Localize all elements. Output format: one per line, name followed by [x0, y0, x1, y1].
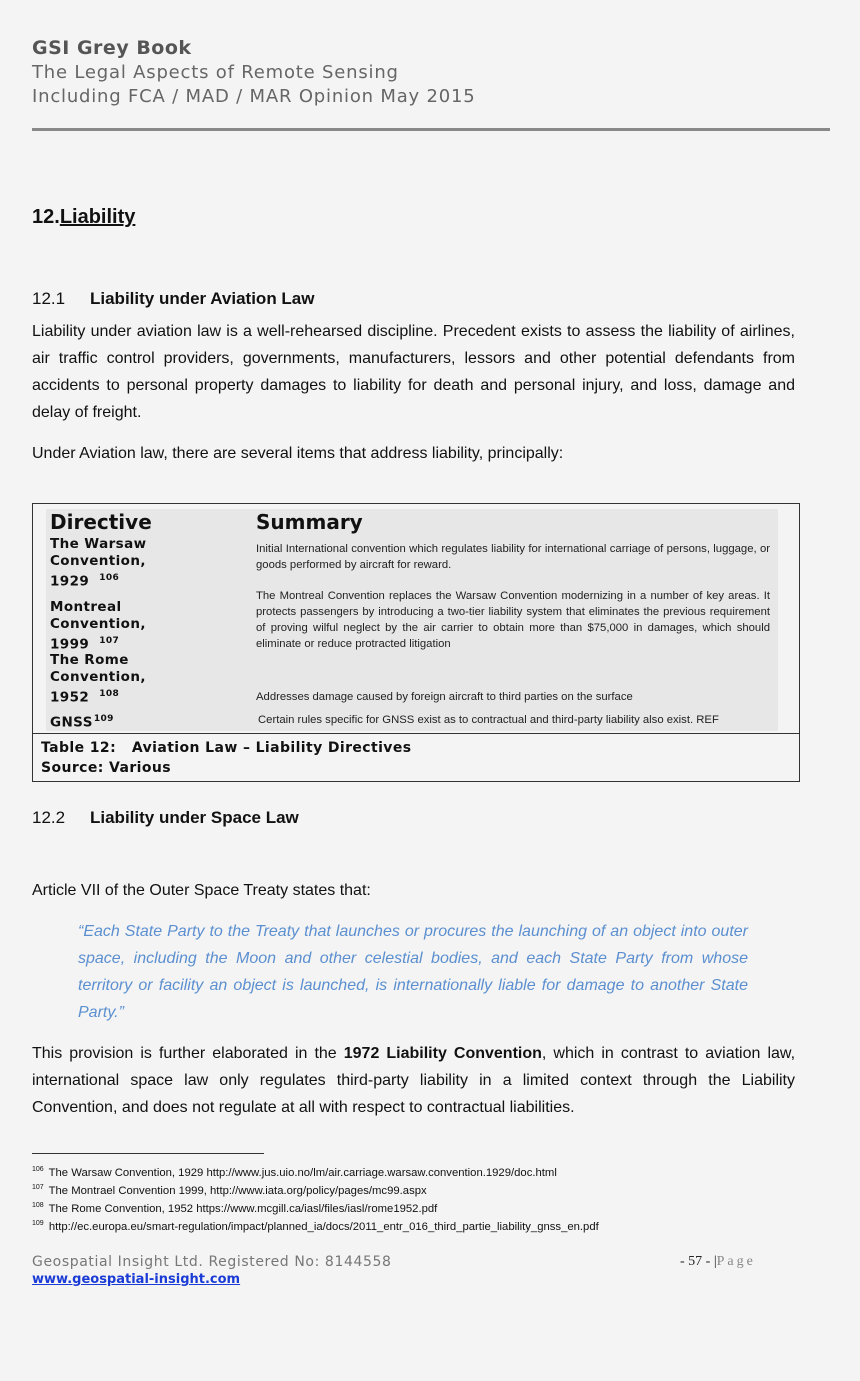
table-caption-label: Table 12:	[41, 740, 117, 756]
footnote-item: $^{107}$ The Montrael Convention 1999, http://www.iata.org/policy/pages/mc99.aspx	[32, 1184, 427, 1197]
footnote-ref: 108	[99, 689, 120, 699]
footnote-item: $^{109}$ http://ec.europa.eu/smart-regulation/impact/planned_ia/docs/2011_entr_016_third_partie_liability_gnss_en.pdf	[32, 1220, 599, 1233]
section-title: Liability under Aviation Law	[90, 289, 315, 308]
document-subtitle: The Legal Aspects of Remote Sensing	[32, 62, 399, 83]
footnote-ref: 106	[99, 573, 120, 583]
chapter-title: Liability	[59, 206, 136, 228]
chapter-heading	[32, 206, 135, 229]
footnote-item: $^{108}$ The Rome Convention, 1952 https://www.mcgill.ca/iasl/files/iasl/rome1952.pdf	[32, 1202, 438, 1215]
footer-company: Geospatial Insight Ltd. Registered No: 8144558	[32, 1254, 392, 1270]
paragraph-aviation-intro: Liability under aviation law is a well-rehearsed discipline. Precedent exists to assess the liability of airlines, air traffic control providers, governments, manufacturers, lessors and other potential defendants from accidents to personal property damages to liability for death and personal injury, and loss, damage and delay of freight.	[32, 323, 795, 421]
paragraph-aviation-items: Under Aviation law, there are several items that address liability, principally:	[32, 445, 564, 462]
table-caption-divider	[33, 733, 799, 734]
footnote-rule	[32, 1153, 264, 1154]
section-title: Liability under Space Law	[90, 808, 299, 827]
section-number: 12.1	[32, 289, 66, 308]
table-row-directive: The Rome Convention, 1952 $^{108}$	[50, 652, 146, 706]
footnote-ref: 109	[93, 714, 114, 724]
table-row-summary: Initial International convention which regulates liability for international carriage of persons, luggage, or goods performed by aircraft for reward.	[256, 543, 770, 571]
footnote-ref: 107	[99, 636, 120, 646]
table-row-directive: Montreal Convention, 1999 $^{107}$	[50, 599, 146, 653]
page-number: - 57 - |Page	[680, 1254, 756, 1269]
paragraph-outer-space-treaty: Article VII of the Outer Space Treaty states that:	[32, 882, 371, 899]
document-subtitle-2: Including FCA / MAD / MAR Opinion May 2015	[32, 86, 476, 107]
chapter-number: 12.	[32, 206, 60, 228]
header-rule	[32, 128, 830, 131]
bold-convention-name: 1972 Liability Convention	[343, 1045, 542, 1062]
section-heading-12-2	[32, 808, 299, 828]
table-row-summary: The Montreal Convention replaces the Warsaw Convention modernizing in a number of key areas. It protects passengers by introducing a two-tier liability system that eliminates the previous requirement of proving wilful neglect by the air carrier to obtain more than $75,000 in damages, which should eliminate or reduce protracted litigation	[256, 590, 770, 650]
table-caption	[41, 740, 411, 756]
table-row-summary: Certain rules specific for GNSS exist as to contractual and third-party liability also exist. REF	[258, 714, 719, 726]
section-heading-12-1	[32, 289, 315, 309]
section-number: 12.2	[32, 808, 66, 827]
table-caption-title: Aviation Law – Liability Directives	[131, 740, 412, 756]
table-row-summary: Addresses damage caused by foreign aircraft to third parties on the surface	[256, 691, 633, 703]
table-header-directive: Directive	[50, 510, 152, 534]
footer-website-link[interactable]: www.geospatial-insight.com	[32, 1272, 241, 1287]
table-source: Source: Various	[41, 760, 171, 776]
paragraph-liability-convention: This provision is further elaborated in the 1972 Liability Convention, which in contrast to aviation law, international space law only regulates third-party liability in a limited context through the Liability Convention, and does not regulate at all with respect to contractual liabilities.	[32, 1045, 796, 1116]
table-header-summary: Summary	[256, 510, 363, 534]
table-row-directive: GNSS$^{109}$	[50, 714, 114, 731]
document-title: GSI Grey Book	[32, 37, 192, 59]
table-row-directive: The Warsaw Convention, 1929 $^{106}$	[50, 536, 147, 590]
treaty-quote: “Each State Party to the Treaty that launches or procures the launching of an object into outer space, including the Moon and other celestial bodies, and each State Party from whose territory or facility an object is launched, is internationally liable for damage to another State Party.”	[78, 923, 748, 1021]
footnote-item: $^{106}$ The Warsaw Convention, 1929 http://www.jus.uio.no/lm/air.carriage.warsaw.convention.1929/doc.html	[32, 1166, 557, 1179]
